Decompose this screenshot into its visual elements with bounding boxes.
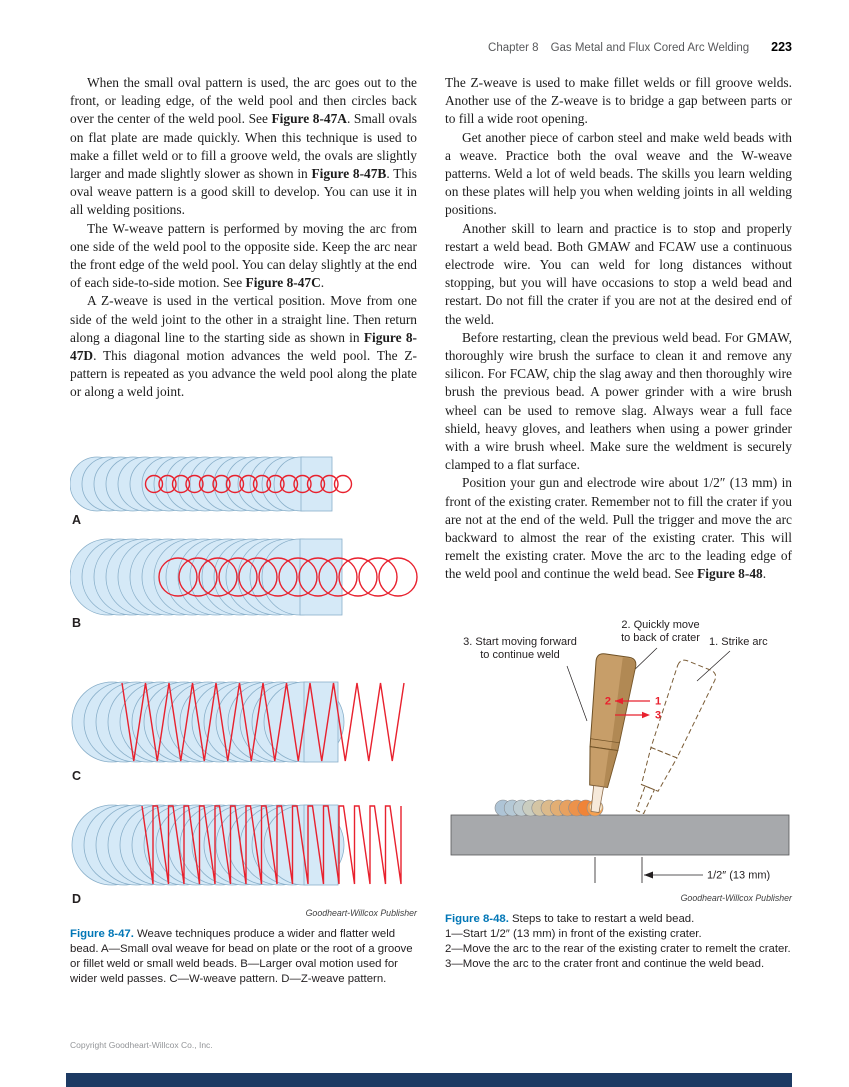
arrow-label-3: 3 bbox=[655, 709, 662, 722]
weld-bead bbox=[495, 800, 603, 816]
figure-8-47-b bbox=[70, 531, 417, 628]
weld-bead-drawing-d bbox=[70, 791, 420, 899]
gun-ghost-outline bbox=[621, 658, 717, 819]
figure-8-47-caption-text: Weave techniques produce a wider and flatter weld bead. A—Small oval weave for bead on plate or the root of a groove or fillet weld or small weld beads. B—Larger oval motion used for wider weld passes. C—W-weave pattern. D—Z-weave pattern. bbox=[70, 927, 413, 985]
chapter-label: Chapter 8 bbox=[488, 42, 539, 54]
annotation-strike-arc bbox=[709, 636, 795, 650]
body-paragraph: Another skill to learn and practice is to stop and properly restart a weld bead. Both GMAW and FCAW use a continuous electrode wire. You can weld for long distances without stopping, but you will have occasions to stop a weld bead and restart. Do not fill the crater if you are not at the desired end of the weld. bbox=[445, 220, 792, 327]
body-paragraph: Before restarting, clean the previous weld bead. For GMAW, thoroughly wire brush the surface to clean it and remove any silicon. For FCAW, chip the slag away and then thoroughly wire brush the previous bead. A power grinder with a wire brush wheel can be used to remove slag. Always wear a full face shield, heavy gloves, and leathers when using a power grinder with a wire brush wheel. Make sure the weldment is securely clamped to a flat surface. bbox=[445, 329, 792, 473]
arrow-label-1: 1 bbox=[655, 695, 662, 708]
body-paragraph: The Z-weave is used to make fillet welds or fill groove welds. Another use of the Z-weave is to bridge a gap between parts or to fill a wide root opening. bbox=[445, 75, 792, 127]
figure-8-48-illustration bbox=[445, 619, 795, 889]
subfigure-label-d: D bbox=[72, 891, 82, 906]
left-column-text bbox=[70, 74, 417, 402]
figure-8-48-caption-line1: Figure 8-48. Steps to take to restart a weld bead. bbox=[445, 912, 695, 925]
figure-8-47-a bbox=[70, 448, 417, 525]
figure-8-48-caption-line2: 1—Start 1/2″ (13 mm) in front of the existing crater. bbox=[445, 927, 702, 940]
annotation-start-forward-line2: to continue weld bbox=[480, 649, 560, 662]
subfigure-label-a: A bbox=[72, 512, 82, 527]
body-paragraph: Position your gun and electrode wire about 1/2″ (13 mm) in front of the existing crater. Remember not to fill the crater if you are not at the end of the weld. Pull the trigger and move the arc backward to almost the rear of the existing crater. This will remelt the existing crater. Move the arc to the leading edge of the weld pool and continue the weld bead. See Figure 8-48. bbox=[445, 475, 792, 582]
base-plate bbox=[451, 815, 789, 855]
leader-line-step3 bbox=[567, 666, 587, 721]
chapter-title: Gas Metal and Flux Cored Arc Welding bbox=[550, 42, 750, 54]
dimension bbox=[595, 857, 770, 883]
annotation-start-forward bbox=[445, 636, 595, 663]
figure-8-47-d bbox=[70, 791, 417, 904]
page-number: 223 bbox=[771, 40, 792, 54]
annotation-quickly-move-line1: 2. Quickly move bbox=[621, 618, 700, 631]
arrow-forward-head bbox=[642, 711, 650, 717]
dimension-arrow-head bbox=[644, 871, 653, 878]
figure-8-48-caption bbox=[445, 912, 792, 972]
figure-8-47-caption bbox=[70, 927, 417, 987]
body-paragraph: The W-weave pattern is performed by moving the arc from one side of the weld pool to the opposite side. Keep the arc near the front edge of the weld pool. You can delay slightly at the end of each side-to-side motion. See Figure 8-47C. bbox=[70, 220, 417, 291]
publisher-credit: Goodheart-Willcox Publisher bbox=[680, 892, 792, 903]
weld-bead-drawing-a bbox=[70, 448, 420, 520]
annotation-strike-arc-text: 1. Strike arc bbox=[709, 635, 768, 648]
subfigure-label-b: B bbox=[72, 615, 82, 630]
figure-8-47-caption-label: Figure 8-47. bbox=[70, 927, 134, 940]
dimension-text: 1/2″ (13 mm) bbox=[707, 869, 771, 882]
figure-8-48 bbox=[445, 619, 792, 972]
left-column bbox=[70, 74, 417, 987]
bottom-bar bbox=[66, 1073, 792, 1087]
body-paragraph: Get another piece of carbon steel and make weld beads with a weave. Practice both the oval weave and the W-weave patterns. Weld a lot of weld beads. The skills you learn welding on these plates will help you when welding joints in all welding positions. bbox=[445, 129, 792, 218]
annotation-quickly-move-line2: to back of crater bbox=[621, 632, 700, 645]
body-paragraph: When the small oval pattern is used, the arc goes out to the front, or leading edge, of the weld pool and then circles back over the center of the weld pool. See Figure 8-47A. Small ovals on flat plate are made quickly. When this technique is used to make a fillet weld or to fill a groove weld, the ovals are slightly larger and made slightly slower as shown in Figure 8-47B. This oval weave pattern is a good skill to develop. You can use it in all welding positions. bbox=[70, 75, 418, 218]
copyright-notice: Copyright Goodheart-Willcox Co., Inc. bbox=[70, 1040, 213, 1050]
weld-bead-drawing-c bbox=[70, 668, 420, 776]
annotation-start-forward-line1: 3. Start moving forward bbox=[463, 635, 577, 648]
right-column bbox=[445, 74, 792, 987]
figure-8-48-caption-line3: 2—Move the arc to the rear of the existing crater to remelt the crater. 3—Move the arc to the crater front and continue the weld bead. bbox=[445, 942, 791, 970]
text-columns bbox=[70, 74, 792, 987]
figure-8-47 bbox=[70, 448, 417, 987]
arrow-label-2: 2 bbox=[604, 695, 611, 708]
right-column-text bbox=[445, 74, 792, 584]
welding-gun bbox=[575, 652, 637, 814]
page-header bbox=[488, 40, 792, 54]
leader-line-step1 bbox=[697, 651, 730, 681]
weld-bead-drawing-b bbox=[70, 531, 420, 623]
publisher-credit: Goodheart-Willcox Publisher bbox=[305, 907, 417, 918]
figure-8-48-caption-label: Figure 8-48. bbox=[445, 912, 509, 925]
body-paragraph: A Z-weave is used in the vertical position. Move from one side of the weld joint to the other in a straight line. Then return along a diagonal line to the starting side as shown in Figure 8-47D. This diagonal motion advances the weld pool. The Z-pattern is repeated as you advance the weld pool along the plate or along a weld joint. bbox=[70, 293, 417, 400]
figure-8-47-c bbox=[70, 668, 417, 781]
subfigure-label-c: C bbox=[72, 768, 82, 783]
